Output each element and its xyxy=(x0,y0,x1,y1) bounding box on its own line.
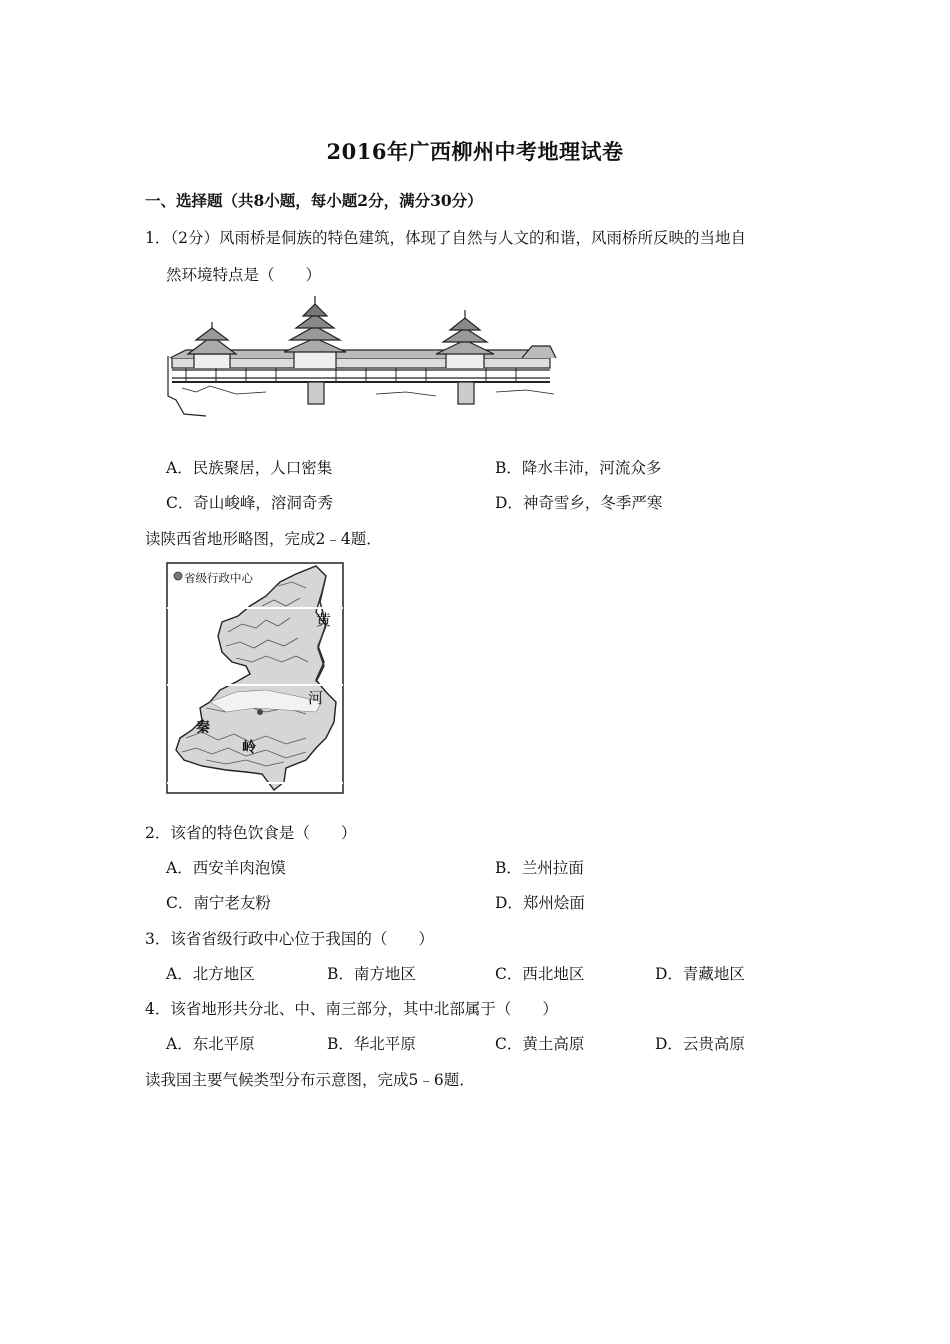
q4-option-b[interactable]: B．华北平原 xyxy=(327,1035,416,1053)
q1-option-b[interactable]: B．降水丰沛，河流众多 xyxy=(495,459,662,477)
capital-marker-icon xyxy=(257,709,263,715)
q1-stem-line2: 然环境特点是（ ） xyxy=(166,266,322,284)
q1-option-c[interactable]: C．奇山峻峰，溶洞奇秀 xyxy=(166,494,333,512)
map-label-ling: 岭 xyxy=(242,740,256,756)
reading-instruction-2: 读我国主要气候类型分布示意图，完成5﹣6题． xyxy=(145,1071,475,1089)
map-legend-label: 省级行政中心 xyxy=(184,571,253,585)
capital-legend-icon xyxy=(174,572,182,580)
reading-instruction-1: 读陕西省地形略图，完成2﹣4题． xyxy=(145,530,382,548)
q3-option-a[interactable]: A．北方地区 xyxy=(166,965,255,983)
q1-option-d[interactable]: D．神奇雪乡，冬季严寒 xyxy=(495,494,663,512)
q2-option-b[interactable]: B．兰州拉面 xyxy=(495,859,584,877)
q2-option-a[interactable]: A．西安羊肉泡馍 xyxy=(166,859,286,877)
q4-option-c[interactable]: C．黄土高原 xyxy=(495,1035,585,1053)
q4-option-a[interactable]: A．东北平原 xyxy=(166,1035,255,1053)
q3-stem: 3．该省省级行政中心位于我国的（ ） xyxy=(145,930,434,948)
q1-stem-line1: 1．（2分）风雨桥是侗族的特色建筑，体现了自然与人文的和谐，风雨桥所反映的当地自 xyxy=(145,229,746,247)
map-label-qin: 秦 xyxy=(196,720,210,736)
shaanxi-terrain-map xyxy=(166,562,344,796)
q2-stem: 2．该省的特色饮食是（ ） xyxy=(145,824,357,842)
map-label-he: 河 xyxy=(308,689,324,707)
q3-option-c[interactable]: C．西北地区 xyxy=(495,965,585,983)
map-label-huang: 黄 xyxy=(316,611,332,629)
q2-option-d[interactable]: D．郑州烩面 xyxy=(495,894,585,912)
q2-option-c[interactable]: C．南宁老友粉 xyxy=(166,894,271,912)
page-title: 2016年广西柳州中考地理试卷 xyxy=(326,139,624,164)
q3-option-b[interactable]: B．南方地区 xyxy=(327,965,416,983)
q4-option-d[interactable]: D．云贵高原 xyxy=(655,1035,745,1053)
section-heading: 一、选择题（共8小题，每小题2分，满分30分） xyxy=(145,191,483,210)
q1-option-a[interactable]: A．民族聚居，人口密集 xyxy=(166,459,333,477)
q4-stem: 4．该省地形共分北、中、南三部分，其中北部属于（ ） xyxy=(145,1000,558,1018)
wind-rain-bridge-figure xyxy=(166,296,558,420)
q3-option-d[interactable]: D．青藏地区 xyxy=(655,965,745,983)
